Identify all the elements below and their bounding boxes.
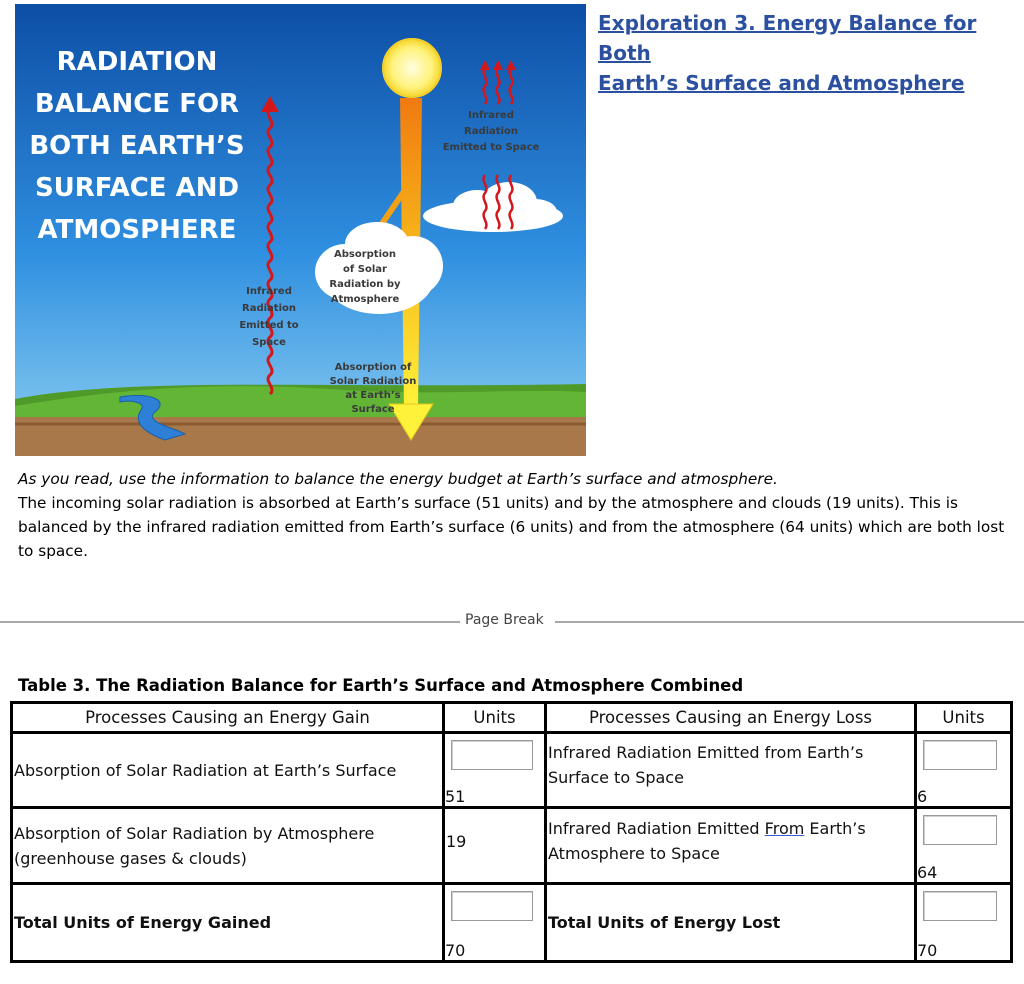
cloud-label-4: Atmosphere xyxy=(330,294,400,305)
spellcheck-word[interactable]: From xyxy=(764,818,805,838)
loss-process-text-line-2: Atmosphere to Space xyxy=(548,843,720,863)
gain-process-text: Absorption of Solar Radiation at Earth’s Surface xyxy=(14,760,397,780)
surface-label-1: Absorption of xyxy=(334,362,412,373)
gain-units-input[interactable] xyxy=(451,740,533,770)
surface-label-4: Surface xyxy=(351,404,395,415)
illustration-title-line-1: RADIATION xyxy=(56,47,218,77)
page-break xyxy=(0,612,1024,632)
total-loss-input[interactable] xyxy=(923,891,997,921)
loss-process-text-line-2: Surface to Space xyxy=(548,768,684,787)
surface-label-2: Solar Radiation xyxy=(329,376,417,387)
left-ir-label-1: Infrared xyxy=(246,286,292,297)
total-gain-text: Total Units of Energy Gained xyxy=(14,913,272,932)
loss-units-input[interactable] xyxy=(923,740,997,770)
gain-units-value: 51 xyxy=(445,787,466,806)
page-break-rule-right xyxy=(555,621,1024,623)
page-break-label: Page Break xyxy=(465,612,544,628)
gain-process-text-line-2: (greenhouse gases & clouds) xyxy=(14,848,247,868)
loss-units-cell xyxy=(916,808,1012,884)
table-caption: Table 3. The Radiation Balance for Earth’s Surface and Atmosphere Combined xyxy=(18,676,744,695)
total-gain-input[interactable] xyxy=(451,891,533,921)
table-header-row xyxy=(12,703,1012,733)
gain-process-cell xyxy=(12,733,444,808)
exploration-heading xyxy=(598,8,1018,98)
left-ir-label-4: Space xyxy=(252,337,286,348)
header-units-gain: Units xyxy=(444,703,546,733)
total-loss-value: 70 xyxy=(917,941,938,960)
page-break-rule-left xyxy=(0,621,460,623)
radiation-balance-table xyxy=(10,701,1013,963)
reading-instruction: As you read, use the information to balance the energy budget at Earth’s surface and atmosphere. xyxy=(18,470,778,488)
loss-process-text-line-1 xyxy=(547,816,914,841)
header-units-loss: Units xyxy=(916,703,1012,733)
cloud-label-3: Radiation by xyxy=(329,279,401,290)
header-energy-gain: Processes Causing an Energy Gain xyxy=(12,703,444,733)
total-gain-units-cell xyxy=(444,884,546,962)
cloud-label-1: Absorption xyxy=(333,249,397,260)
top-ir-label-2: Radiation xyxy=(464,126,518,137)
exploration-heading-line-2: Earth’s Surface and Atmosphere xyxy=(598,71,965,95)
loss-units-input[interactable] xyxy=(923,815,997,845)
sun xyxy=(383,39,441,97)
gain-units-cell xyxy=(444,733,546,808)
surface-label-3: at Earth’s xyxy=(345,390,401,401)
total-gain-cell xyxy=(12,884,444,962)
illustration-title-line-4: SURFACE AND xyxy=(34,173,240,203)
illustration-title-line-3: BOTH EARTH’S xyxy=(29,131,245,161)
header-energy-loss: Processes Causing an Energy Loss xyxy=(546,703,916,733)
loss-units-cell xyxy=(916,733,1012,808)
total-loss-cell xyxy=(546,884,916,962)
cloud-label-2: of Solar xyxy=(343,264,387,275)
loss-process-cell xyxy=(546,808,916,884)
table-row xyxy=(12,884,1012,962)
loss-units-value: 64 xyxy=(917,863,938,882)
gain-process-cell xyxy=(12,808,444,884)
top-ir-label-3: Emitted to Space xyxy=(442,142,540,153)
loss-text-part: Earth’s xyxy=(804,818,866,838)
loss-units-value: 6 xyxy=(917,787,928,806)
left-ir-label-2: Radiation xyxy=(242,303,296,314)
reading-text xyxy=(18,467,1008,563)
illustration-title-line-5: ATMOSPHERE xyxy=(37,215,237,245)
gain-units-value: 19 xyxy=(446,832,467,851)
gain-process-text-line-1: Absorption of Solar Radiation by Atmosphere xyxy=(14,823,375,843)
illustration-title-line-2: BALANCE FOR xyxy=(34,89,240,119)
table-row xyxy=(12,808,1012,884)
total-gain-value: 70 xyxy=(445,941,466,960)
radiation-balance-illustration xyxy=(15,4,586,456)
loss-text-part: Infrared Radiation Emitted xyxy=(548,818,765,838)
top-ir-label-1: Infrared xyxy=(468,110,514,121)
loss-process-text-line-1: Infrared Radiation Emitted from Earth’s xyxy=(548,743,864,762)
exploration-heading-line-1: Exploration 3. Energy Balance for Both xyxy=(598,11,977,65)
table-row xyxy=(12,733,1012,808)
loss-process-cell xyxy=(546,733,916,808)
total-loss-units-cell xyxy=(916,884,1012,962)
total-loss-text: Total Units of Energy Lost xyxy=(548,913,781,932)
gain-units-cell xyxy=(444,808,546,884)
reading-body: The incoming solar radiation is absorbed at Earth’s surface (51 units) and by the atmosphere and clouds (19 units). This is balanced by the infrared radiation emitted from Earth’s surface (6 units) and from the atmosphere (64 units) which are both lost to space. xyxy=(18,494,1005,560)
left-ir-label-3: Emitted to xyxy=(239,320,299,331)
